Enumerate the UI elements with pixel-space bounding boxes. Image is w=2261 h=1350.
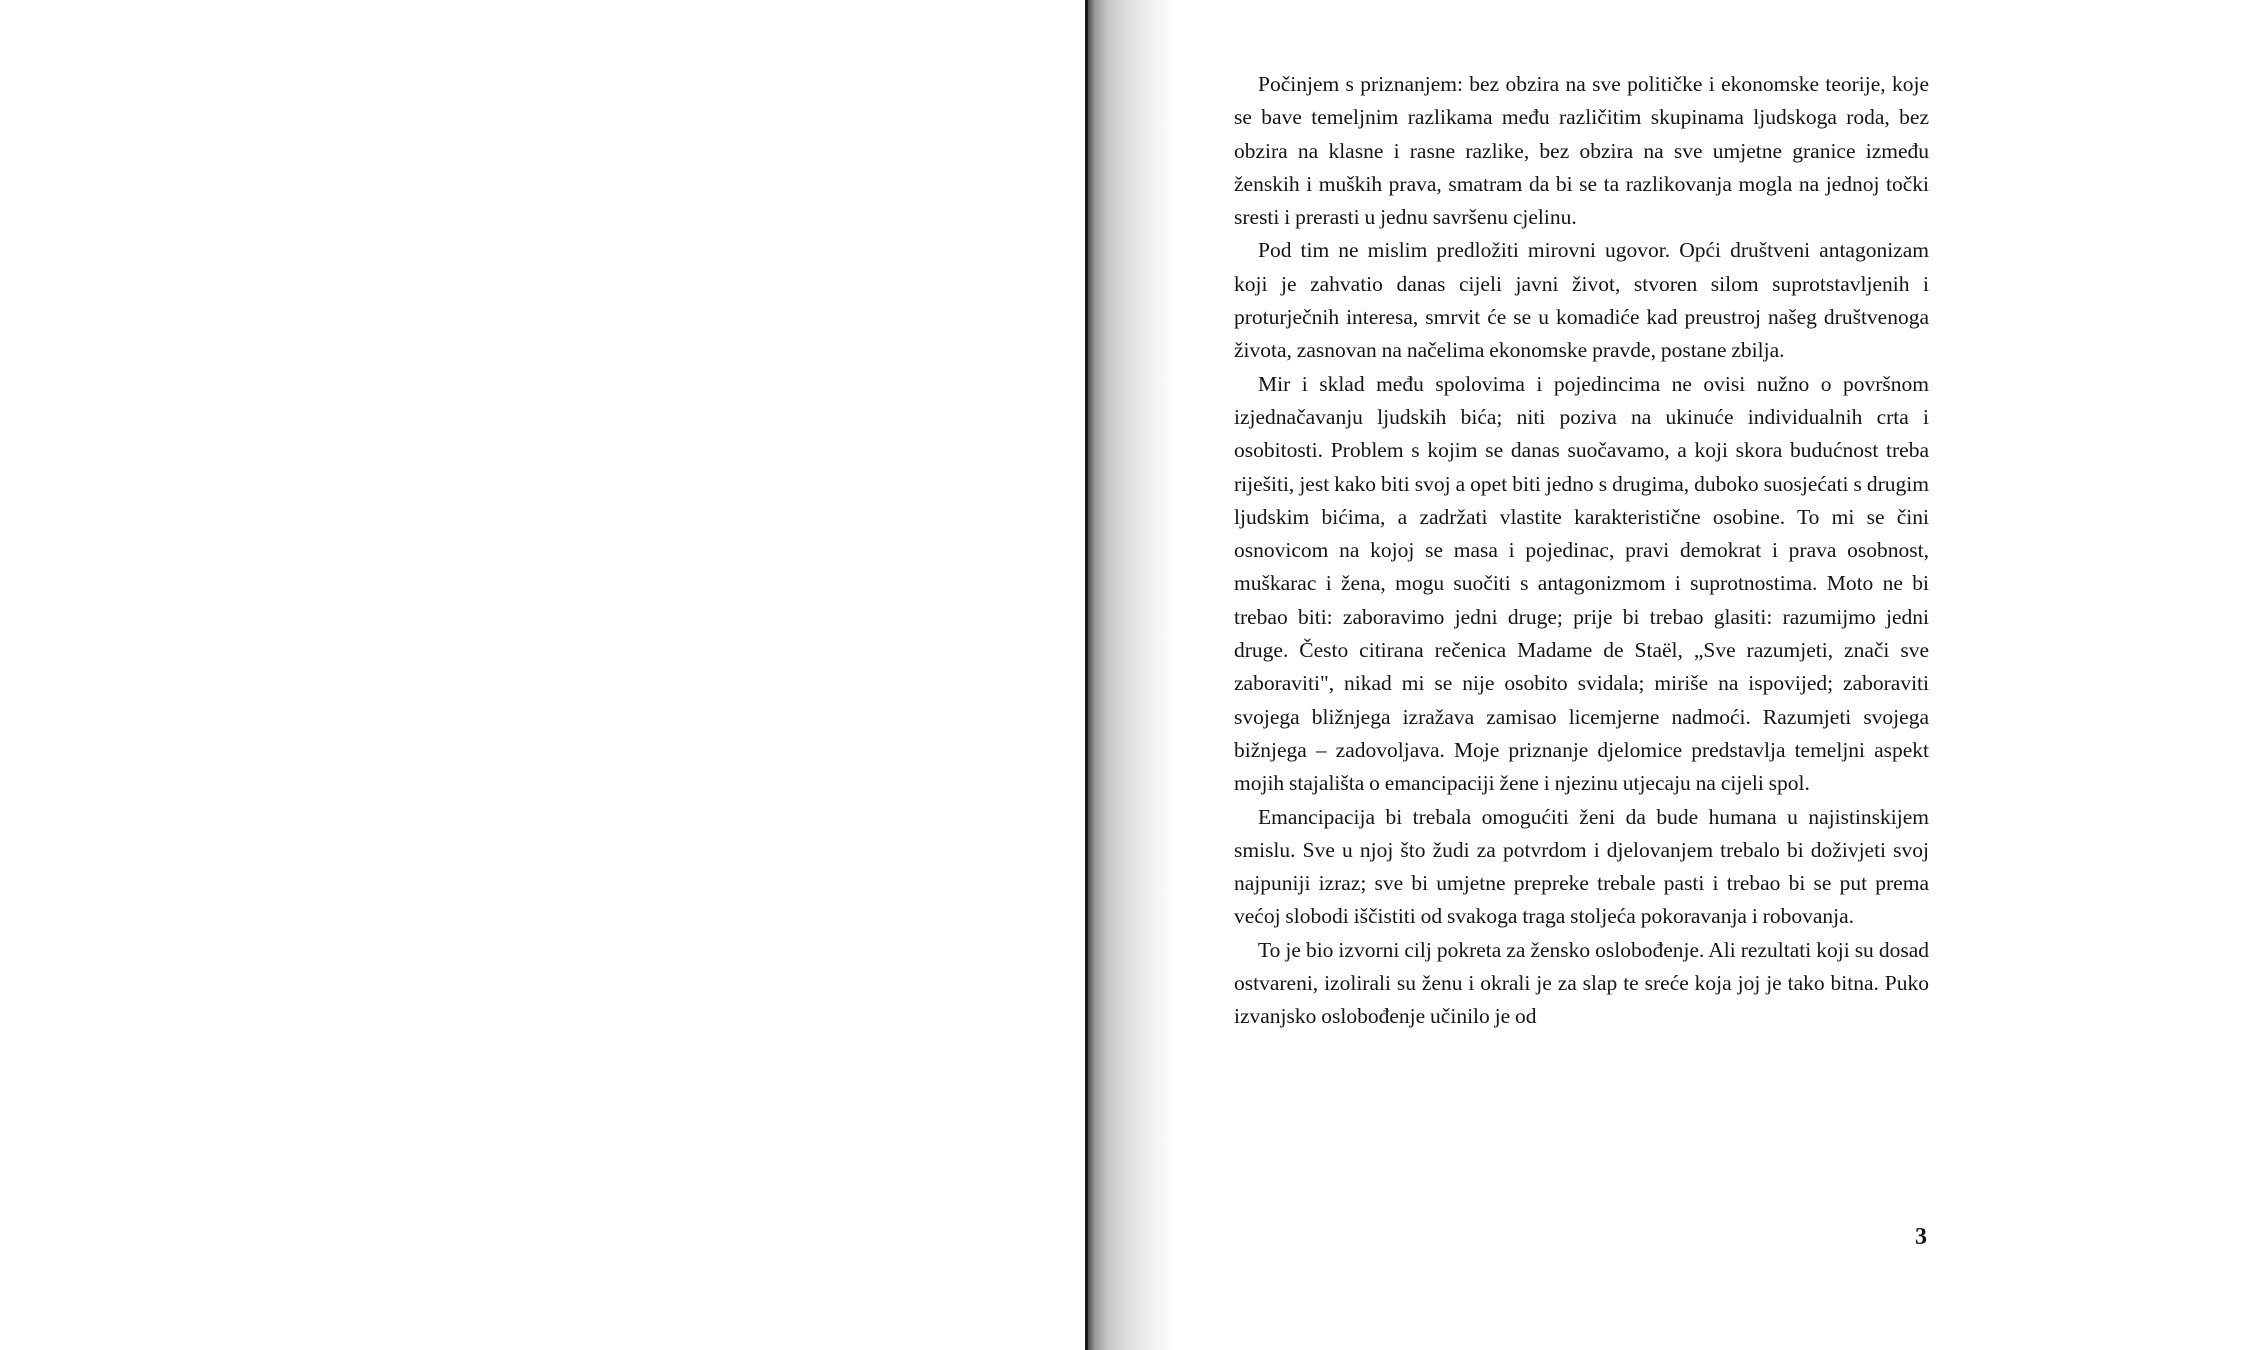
paragraph-2: Pod tim ne mislim predložiti mirovni ugovor. Opći društveni antagonizam koji je zahvatio danas cijeli javni život, stvoren silom suprotstavljenih i proturječnih interesa, smrvit će se u komadiće kad preustroj našeg društvenoga života, zasnovan na načelima ekonomske pravde, postane zbilja. (1234, 238, 1929, 363)
paragraph-5: To je bio izvorni cilj pokreta za žensko oslobođenje. Ali rezultati koji su dosad ostvareni, izolirali su ženu i okrali je za slap te sreće koja joj je tako bitna. Puko izvanjsko oslobođenje učinilo je od (1234, 937, 1929, 1029)
page-number: 3 (1915, 1224, 1927, 1250)
body-text (1234, 68, 1929, 1034)
left-page-blank (0, 0, 1085, 1350)
paragraph-3: Mir i sklad među spolovima i pojedincima ne ovisi nužno o površnom izjednačavanju ljudskih bića; niti poziva na ukinuće individualnih crta i osobitosti. Problem s kojim se danas suočavamo, a koji skora budućnost treba riješiti, jest kako biti svoj a opet biti jedno s drugima, duboko suosjećati s drugim ljudskim bićima, a zadržati vlastite karakteristične osobine. To mi se čini osnovicom na kojoj se masa i pojedinac, pravi demokrat i prava osobnost, muškarac i žena, mogu suočiti s antagonizmom i suprotnostima. Moto ne bi trebao biti: zaboravimo jedni druge; prije bi trebao glasiti: razumijmo jedni druge. Često citirana rečenica Madame de Staël, „Sve razumjeti, znači sve zaboraviti", nikad mi se nije osobito svidala; miriše na ispovijed; zaboraviti svojega bližnjega izražava zamisao licemjerne nadmoći. Razumjeti svojega bižnjega – zadovoljava. Moje priznanje djelomice predstavlja temeljni aspekt mojih stajališta o emancipaciji žene i njezinu utjecaju na cijeli spol. (1234, 371, 1929, 796)
right-page (1175, 0, 2261, 1350)
page-edge-line (1085, 0, 1088, 1350)
paragraph-1: Počinjem s priznanjem: bez obzira na sve političke i ekonomske teorije, koje se bave temeljnim razlikama među različitim skupinama ljudskoga roda, bez obzira na klasne i rasne razlike, bez obzira na sve umjetne granice između ženskih i muških prava, smatram da bi se ta razlikovanja mogla na jednoj točki sresti i prerasti u jednu savršenu cjelinu. (1234, 72, 1929, 230)
book-gutter-shadow (1085, 0, 1175, 1350)
paragraph-4: Emancipacija bi trebala omogućiti ženi da bude humana u najistinskijem smislu. Sve u njoj što žudi za potvrdom i djelovanjem trebalo bi doživjeti svoj najpuniji izraz; sve bi umjetne prepreke trebale pasti i trebao bi se put prema većoj slobodi iščistiti od svakoga traga stoljeća pokoravanja i robovanja. (1234, 804, 1929, 929)
